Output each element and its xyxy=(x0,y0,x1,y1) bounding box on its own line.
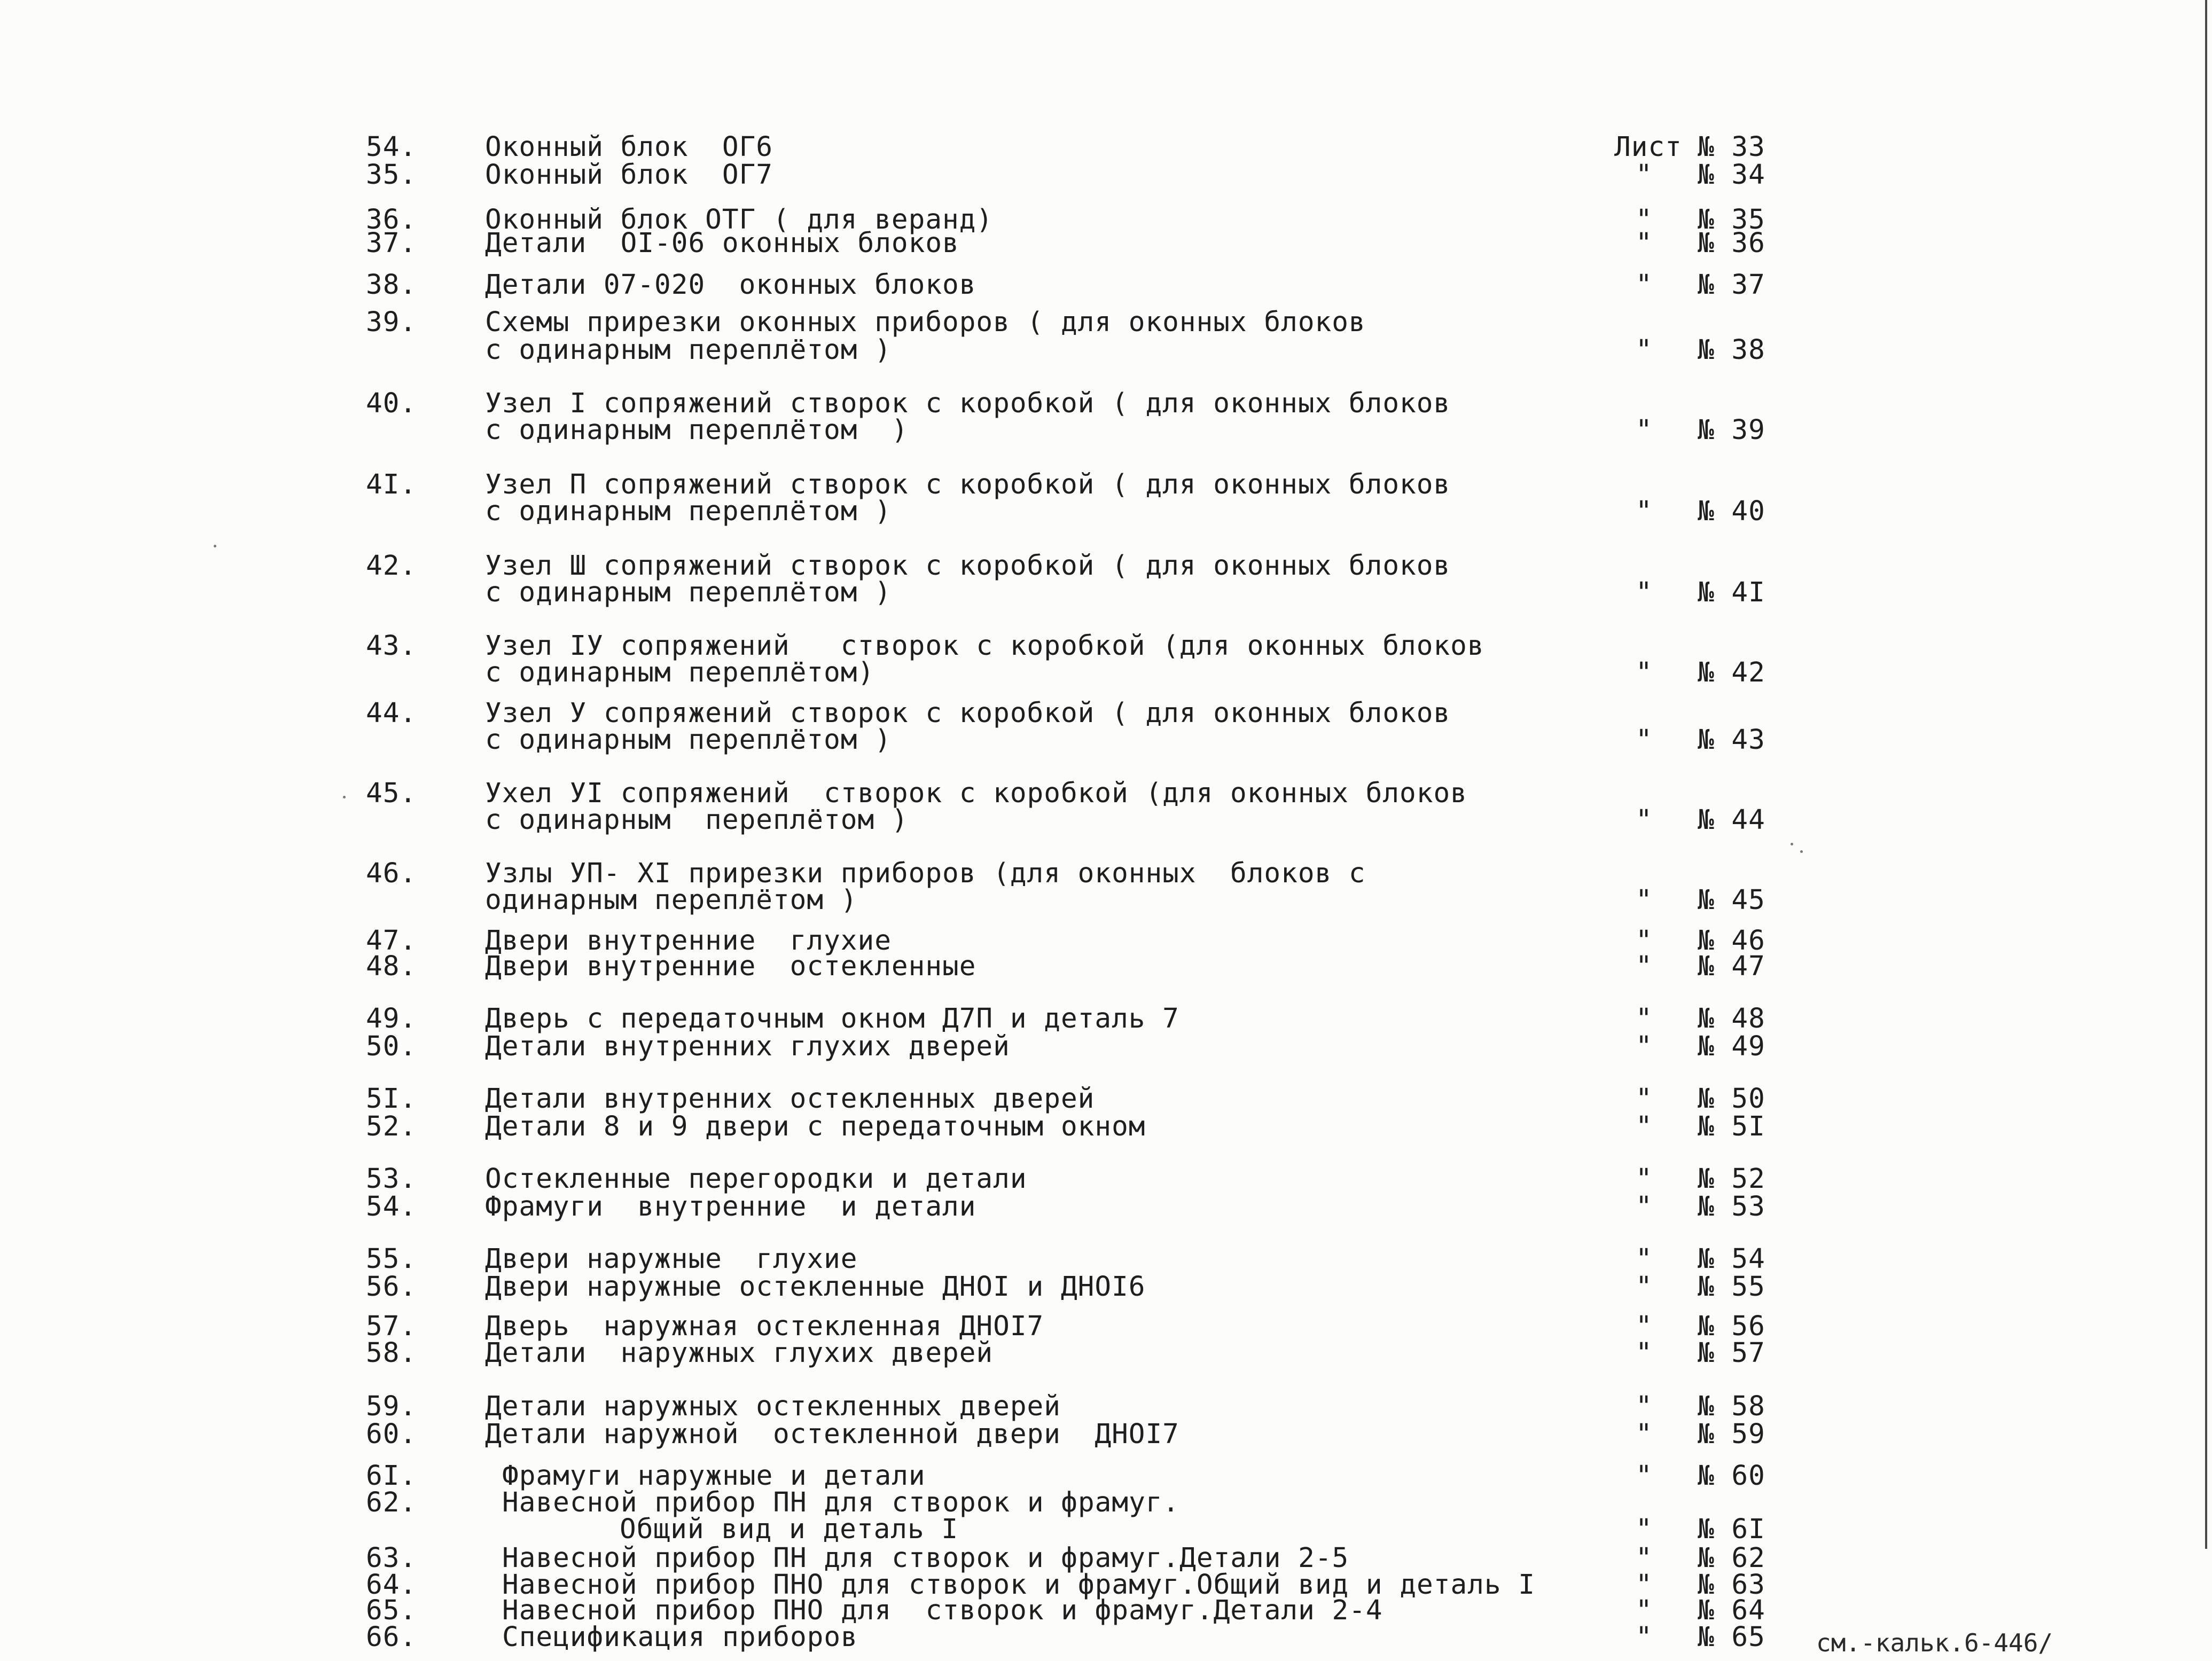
item-title: Узел Ш сопряжений створок с коробкой ( для оконных блоков xyxy=(485,550,1451,582)
item-number: 56. xyxy=(366,1271,417,1303)
item-title: Двери наружные остекленные ДНОI и ДНОI6 xyxy=(485,1271,1146,1303)
item-title: Фрамуги внутренние и детали xyxy=(485,1191,976,1223)
ditto-mark: " xyxy=(1636,1271,1653,1303)
sheet-number: № 43 xyxy=(1698,724,1765,756)
item-title: Узлы УП- ХI прирезки приборов (для оконных блоков с xyxy=(485,858,1366,889)
sheet-number: № 64 xyxy=(1698,1595,1765,1626)
item-title: Узел У сопряжений створок с коробкой ( для оконных блоков xyxy=(485,698,1451,729)
item-number: 46. xyxy=(366,858,417,889)
item-title: Двери внутренние остекленные xyxy=(485,951,976,982)
item-title: Детали ОI-06 оконных блоков xyxy=(485,228,959,259)
ditto-mark: " xyxy=(1636,724,1653,756)
item-number: 50. xyxy=(366,1031,417,1062)
item-title: Детали наружной остекленной двери ДНОI7 xyxy=(485,1419,1179,1450)
ditto-mark: " xyxy=(1636,884,1653,916)
item-title: Ухел УI сопряжений створок с коробкой (для оконных блоков xyxy=(485,778,1467,809)
ditto-mark: " xyxy=(1636,925,1653,957)
item-number: 53. xyxy=(366,1163,417,1195)
item-title: Навесной прибор ПНО для створок и фрамуг.Детали 2-4 xyxy=(502,1595,1383,1626)
sheet-number: № 34 xyxy=(1698,159,1765,191)
item-title: Спецификация приборов xyxy=(502,1621,858,1653)
item-number: 54. xyxy=(366,1191,417,1223)
item-number: 39. xyxy=(366,307,417,338)
item-title: с одинарным переплётом ) xyxy=(485,414,909,446)
ditto-mark: " xyxy=(1636,334,1653,366)
sheet-number: № 36 xyxy=(1698,228,1765,259)
scan-speck xyxy=(343,796,346,798)
item-title: Навесной прибор ПН для створок и фрамуг. xyxy=(502,1487,1180,1518)
item-title: Дверь наружная остекленная ДНОI7 xyxy=(485,1311,1044,1342)
ditto-mark: " xyxy=(1636,1514,1653,1545)
item-title: Оконный блок ОГ7 xyxy=(485,159,773,191)
item-title: с одинарным переплётом) xyxy=(485,657,875,688)
sheet-number: № 62 xyxy=(1698,1542,1765,1574)
ditto-mark: " xyxy=(1636,1243,1653,1275)
item-number: 43. xyxy=(366,630,417,662)
sheet-number: № 6I xyxy=(1698,1514,1765,1545)
item-title: Навесной прибор ПН для створок и фрамуг.Детали 2-5 xyxy=(502,1542,1349,1574)
item-title: Узел IУ сопряжений створок с коробкой (для оконных блоков xyxy=(485,630,1484,662)
ditto-mark: " xyxy=(1636,1083,1653,1115)
item-number: 36. xyxy=(366,204,417,236)
item-number: 5I. xyxy=(366,1083,417,1115)
scan-speck xyxy=(214,545,216,547)
item-number: 65. xyxy=(366,1595,417,1626)
item-number: 45. xyxy=(366,778,417,809)
sheet-number: № 57 xyxy=(1698,1337,1765,1369)
ditto-mark: " xyxy=(1636,269,1653,301)
ditto-mark: " xyxy=(1636,1569,1653,1601)
ditto-mark: " xyxy=(1636,804,1653,836)
item-title: Детали внутренних остекленных дверей xyxy=(485,1083,1095,1115)
item-number: 63. xyxy=(366,1542,417,1574)
item-number: 57. xyxy=(366,1311,417,1342)
ditto-mark: " xyxy=(1636,1337,1653,1369)
item-number: 64. xyxy=(366,1569,417,1601)
ditto-mark: " xyxy=(1636,1621,1653,1653)
sheet-number: № 65 xyxy=(1698,1621,1765,1653)
item-title: Оконный блок ОТГ ( для веранд) xyxy=(485,204,994,236)
sheet-number: № 46 xyxy=(1698,925,1765,957)
item-number: 66. xyxy=(366,1621,417,1653)
sheet-number: № 5I xyxy=(1698,1111,1765,1142)
sheet-label: Лист xyxy=(1614,131,1682,163)
footer-reference: см.-кальк.6-446/ xyxy=(1816,1628,2053,1657)
sheet-number: № 37 xyxy=(1698,269,1765,301)
item-title: Детали наружных глухих дверей xyxy=(485,1337,994,1369)
item-title: с одинарным переплётом ) xyxy=(485,804,909,836)
item-title: Фрамуги наружные и детали xyxy=(502,1460,926,1492)
ditto-mark: " xyxy=(1636,1031,1653,1062)
ditto-mark: " xyxy=(1636,496,1653,527)
item-title: с одинарным переплётом ) xyxy=(485,724,892,756)
sheet-number: № 45 xyxy=(1698,884,1765,916)
item-number: 48. xyxy=(366,951,417,982)
ditto-mark: " xyxy=(1636,577,1653,608)
scan-speck xyxy=(1791,843,1793,845)
sheet-number: № 56 xyxy=(1698,1311,1765,1342)
sheet-number: № 49 xyxy=(1698,1031,1765,1062)
item-number: 42. xyxy=(366,550,417,582)
ditto-mark: " xyxy=(1636,204,1653,236)
scan-speck xyxy=(1800,850,1803,853)
item-title: Общий вид и деталь I xyxy=(620,1514,959,1545)
item-number: 59. xyxy=(366,1391,417,1422)
ditto-mark: " xyxy=(1636,1595,1653,1626)
ditto-mark: " xyxy=(1636,657,1653,688)
sheet-number: № 33 xyxy=(1698,131,1765,163)
item-title: Остекленные перегородки и детали xyxy=(485,1163,1027,1195)
item-number: 55. xyxy=(366,1243,417,1275)
sheet-number: № 52 xyxy=(1698,1163,1765,1195)
ditto-mark: " xyxy=(1636,951,1653,982)
sheet-number: № 63 xyxy=(1698,1569,1765,1601)
sheet-number: № 47 xyxy=(1698,951,1765,982)
item-title: Детали наружных остекленных дверей xyxy=(485,1391,1061,1422)
sheet-number: № 55 xyxy=(1698,1271,1765,1303)
sheet-number: № 59 xyxy=(1698,1419,1765,1450)
ditto-mark: " xyxy=(1636,1163,1653,1195)
item-title: Узел I сопряжений створок с коробкой ( для оконных блоков xyxy=(485,388,1451,419)
ditto-mark: " xyxy=(1636,1191,1653,1223)
item-number: 44. xyxy=(366,698,417,729)
item-title: Детали 8 и 9 двери с передаточным окном xyxy=(485,1111,1146,1142)
item-title: с одинарным переплётом ) xyxy=(485,577,892,608)
sheet-number: № 48 xyxy=(1698,1003,1765,1035)
ditto-mark: " xyxy=(1636,1311,1653,1342)
item-number: 52. xyxy=(366,1111,417,1142)
item-number: 62. xyxy=(366,1487,417,1518)
item-number: 54. xyxy=(366,131,417,163)
ditto-mark: " xyxy=(1636,228,1653,259)
item-title: Навесной прибор ПНО для створок и фрамуг.Общий вид и деталь I xyxy=(502,1569,1535,1601)
item-title: Узел П сопряжений створок с коробкой ( для оконных блоков xyxy=(485,469,1451,500)
ditto-mark: " xyxy=(1636,1003,1653,1035)
item-title: Оконный блок ОГ6 xyxy=(485,131,773,163)
item-number: 60. xyxy=(366,1419,417,1450)
item-number: 37. xyxy=(366,228,417,259)
item-title: Детали 07-020 оконных блоков xyxy=(485,269,976,301)
sheet-number: № 53 xyxy=(1698,1191,1765,1223)
sheet-number: № 4I xyxy=(1698,577,1765,608)
item-number: 49. xyxy=(366,1003,417,1035)
ditto-mark: " xyxy=(1636,1391,1653,1422)
item-title: одинарным переплётом ) xyxy=(485,884,858,916)
ditto-mark: " xyxy=(1636,1111,1653,1142)
sheet-number: № 40 xyxy=(1698,496,1765,527)
sheet-number: № 50 xyxy=(1698,1083,1765,1115)
sheet-number: № 42 xyxy=(1698,657,1765,688)
item-number: 38. xyxy=(366,269,417,301)
sheet-number: № 44 xyxy=(1698,804,1765,836)
item-title: Двери наружные глухие xyxy=(485,1243,858,1275)
item-number: 58. xyxy=(366,1337,417,1369)
item-title: Детали внутренних глухих дверей xyxy=(485,1031,1010,1062)
item-title: Двери внутренние глухие xyxy=(485,925,892,957)
sheet-number: № 60 xyxy=(1698,1460,1765,1492)
ditto-mark: " xyxy=(1636,414,1653,446)
ditto-mark: " xyxy=(1636,159,1653,191)
ditto-mark: " xyxy=(1636,1460,1653,1492)
ditto-mark: " xyxy=(1636,1542,1653,1574)
item-number: 4I. xyxy=(366,469,417,500)
scan-edge-line xyxy=(2205,0,2207,1549)
item-number: 47. xyxy=(366,925,417,957)
item-title: с одинарным переплётом ) xyxy=(485,496,892,527)
sheet-number: № 58 xyxy=(1698,1391,1765,1422)
item-title: Схемы прирезки оконных приборов ( для оконных блоков xyxy=(485,307,1366,338)
ditto-mark: " xyxy=(1636,1419,1653,1450)
sheet-number: № 39 xyxy=(1698,414,1765,446)
sheet-number: № 54 xyxy=(1698,1243,1765,1275)
item-title: Дверь с передаточным окном Д7П и деталь 7 xyxy=(485,1003,1179,1035)
sheet-number: № 38 xyxy=(1698,334,1765,366)
item-number: 40. xyxy=(366,388,417,419)
sheet-number: № 35 xyxy=(1698,204,1765,236)
item-number: 6I. xyxy=(366,1460,417,1492)
item-number: 35. xyxy=(366,159,417,191)
item-title: с одинарным переплётом ) xyxy=(485,334,892,366)
